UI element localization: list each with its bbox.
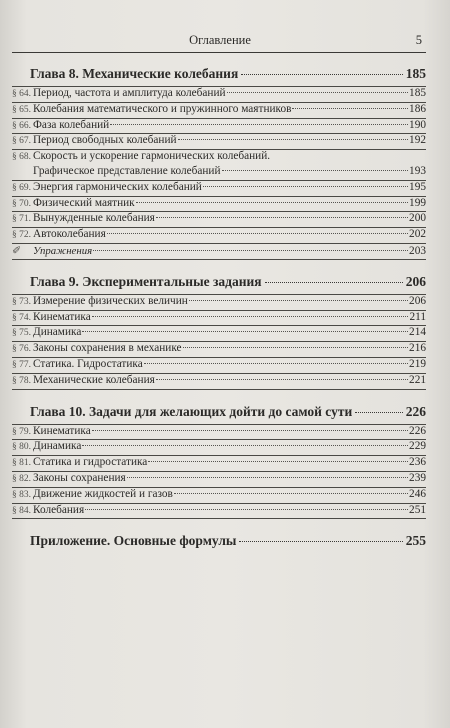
toc-entry[interactable] xyxy=(12,358,426,374)
section-number: § 69. xyxy=(12,182,31,193)
chapter-title: Глава 10. Задачи для желающих дойти до самой сути xyxy=(30,403,353,419)
section-title: Статика. Гидростатика xyxy=(33,357,143,370)
section-number: § 75. xyxy=(12,328,31,339)
dot-leader xyxy=(178,139,408,140)
chapter-entries xyxy=(12,294,426,390)
toc-entry[interactable] xyxy=(12,103,426,119)
section-title: Вынужденные колебания xyxy=(33,212,155,225)
toc-entry[interactable] xyxy=(12,472,426,488)
chapter-10 xyxy=(10,404,426,520)
section-page: 229 xyxy=(409,440,426,453)
section-page: 211 xyxy=(409,310,426,323)
section-title: Период, частота и амплитуда колебаний xyxy=(33,87,226,99)
toc-entry[interactable] xyxy=(12,228,426,244)
section-number: § 77. xyxy=(12,359,31,370)
section-title: Колебания математического и пружинного маятников xyxy=(33,102,292,115)
dot-leader xyxy=(203,186,408,187)
chapter-entries xyxy=(12,86,426,260)
section-number: § 67. xyxy=(12,136,31,147)
section-page: 219 xyxy=(409,357,426,370)
section-number: § 82. xyxy=(12,473,31,484)
table-of-contents xyxy=(10,66,426,567)
header-page-number: 5 xyxy=(415,33,422,47)
chapter-heading[interactable] xyxy=(10,274,426,294)
chapter-heading[interactable] xyxy=(10,404,426,424)
section-page: 202 xyxy=(409,228,426,241)
dot-leader xyxy=(82,445,408,446)
section-title: Механические колебания xyxy=(33,373,155,386)
section-page: 190 xyxy=(409,118,426,131)
section-title: Автоколебания xyxy=(33,228,106,241)
appendix xyxy=(10,533,426,553)
section-title: Динамика xyxy=(33,440,82,453)
dot-leader xyxy=(148,461,408,462)
section-number: § 76. xyxy=(12,344,31,355)
toc-entry[interactable] xyxy=(12,197,426,213)
dot-leader xyxy=(107,233,408,234)
pencil-icon: ✐ xyxy=(12,244,22,257)
section-page: 226 xyxy=(409,424,426,437)
chapter-page: 206 xyxy=(405,273,426,289)
toc-entry[interactable] xyxy=(12,456,426,472)
toc-entry[interactable] xyxy=(12,295,426,311)
section-page: 236 xyxy=(409,456,426,469)
header-rule xyxy=(12,52,426,53)
dot-leader xyxy=(136,202,408,203)
dot-leader xyxy=(92,430,408,431)
chapter-page: 185 xyxy=(405,66,426,81)
section-title: Кинематика xyxy=(33,424,91,437)
dot-leader xyxy=(239,541,402,542)
running-header xyxy=(18,33,422,49)
toc-entry[interactable] xyxy=(12,440,426,456)
section-title: Кинематика xyxy=(33,310,91,323)
section-page: 193 xyxy=(409,164,426,177)
section-number: § 68. xyxy=(12,152,31,163)
section-page: 195 xyxy=(409,180,426,193)
section-page: 203 xyxy=(409,244,426,257)
section-number: § 74. xyxy=(12,312,31,323)
chapter-heading[interactable] xyxy=(10,66,426,86)
toc-entry[interactable] xyxy=(12,87,426,103)
dot-leader xyxy=(355,412,402,413)
section-page: 199 xyxy=(409,196,426,209)
section-title: Колебания xyxy=(33,503,85,516)
dot-leader xyxy=(189,300,408,301)
dot-leader xyxy=(265,282,403,283)
entry-line-2 xyxy=(12,165,426,180)
chapter-title: Глава 8. Механические колебания xyxy=(30,66,239,81)
appendix-page: 255 xyxy=(405,533,426,549)
section-title: Динамика xyxy=(33,326,82,339)
toc-entry[interactable] xyxy=(12,425,426,441)
section-number: § 64. xyxy=(12,89,31,99)
section-number: § 71. xyxy=(12,214,31,225)
toc-entry[interactable] xyxy=(12,504,426,520)
appendix-heading[interactable] xyxy=(10,533,426,553)
chapter-8 xyxy=(10,66,426,260)
toc-entry[interactable] xyxy=(12,181,426,197)
section-page: 192 xyxy=(409,134,426,147)
dot-leader xyxy=(82,331,408,332)
section-page: 186 xyxy=(409,102,426,115)
header-title: Оглавление xyxy=(189,33,251,47)
section-title-continued: Графическое представление колебаний xyxy=(33,164,221,177)
section-title: Скорость и ускорение гармонических колебаний. xyxy=(33,150,271,163)
toc-entry[interactable] xyxy=(12,374,426,390)
section-title: Законы сохранения в механике xyxy=(33,342,182,355)
section-number: § 81. xyxy=(12,458,31,469)
toc-entry[interactable] xyxy=(12,119,426,135)
section-number: § 84. xyxy=(12,505,31,516)
section-title: Физический маятник xyxy=(33,196,135,209)
dot-leader xyxy=(241,74,402,75)
section-number: § 79. xyxy=(12,426,31,437)
dot-leader xyxy=(127,477,408,478)
section-number: § 78. xyxy=(12,375,31,386)
section-number: § 66. xyxy=(12,120,31,131)
section-number: § 83. xyxy=(12,489,31,500)
dot-leader xyxy=(144,363,408,364)
section-number: § 73. xyxy=(12,296,31,307)
dot-leader xyxy=(156,379,408,380)
section-title: Упражнения xyxy=(33,244,93,257)
section-title: Энергия гармонических колебаний xyxy=(33,180,202,193)
section-page: 214 xyxy=(409,326,426,339)
section-title: Законы сохранения xyxy=(33,471,126,484)
toc-entry-exercises[interactable] xyxy=(12,244,426,260)
toc-entry[interactable] xyxy=(12,488,426,504)
toc-entry[interactable] xyxy=(12,326,426,342)
section-number: § 70. xyxy=(12,198,31,209)
section-page: 200 xyxy=(409,212,426,225)
section-page: 251 xyxy=(409,503,426,516)
dot-leader xyxy=(183,347,408,348)
section-title: Движение жидкостей и газов xyxy=(33,487,173,500)
dot-leader xyxy=(227,92,409,93)
dot-leader xyxy=(93,250,408,251)
section-title: Период свободных колебаний xyxy=(33,134,177,147)
appendix-title: Приложение. Основные формулы xyxy=(30,533,237,549)
section-page: 185 xyxy=(409,87,426,99)
toc-entry[interactable] xyxy=(12,134,426,150)
dot-leader xyxy=(85,509,408,510)
chapter-title: Глава 9. Экспериментальные задания xyxy=(30,273,262,289)
dot-leader xyxy=(222,170,409,171)
section-title: Измерение физических величин xyxy=(33,294,188,307)
section-page: 239 xyxy=(409,471,426,484)
section-page: 221 xyxy=(409,373,426,386)
section-title: Статика и гидростатика xyxy=(33,456,148,469)
dot-leader xyxy=(156,217,408,218)
toc-entry[interactable] xyxy=(12,150,426,181)
dot-leader xyxy=(92,316,409,317)
toc-entry[interactable] xyxy=(12,212,426,228)
toc-entry[interactable] xyxy=(12,311,426,327)
chapter-entries xyxy=(12,424,426,520)
section-title: Фаза колебаний xyxy=(33,118,110,131)
dot-leader xyxy=(292,108,408,109)
section-number: § 80. xyxy=(12,442,31,453)
section-number: § 72. xyxy=(12,230,31,241)
chapter-9 xyxy=(10,274,426,390)
dot-leader xyxy=(174,493,408,494)
section-page: 246 xyxy=(409,487,426,500)
section-number: § 65. xyxy=(12,104,31,115)
section-page: 216 xyxy=(409,342,426,355)
chapter-page: 226 xyxy=(405,403,426,419)
toc-entry[interactable] xyxy=(12,342,426,358)
section-page: 206 xyxy=(409,294,426,307)
dot-leader xyxy=(110,124,408,125)
entry-line-1 xyxy=(12,150,426,165)
